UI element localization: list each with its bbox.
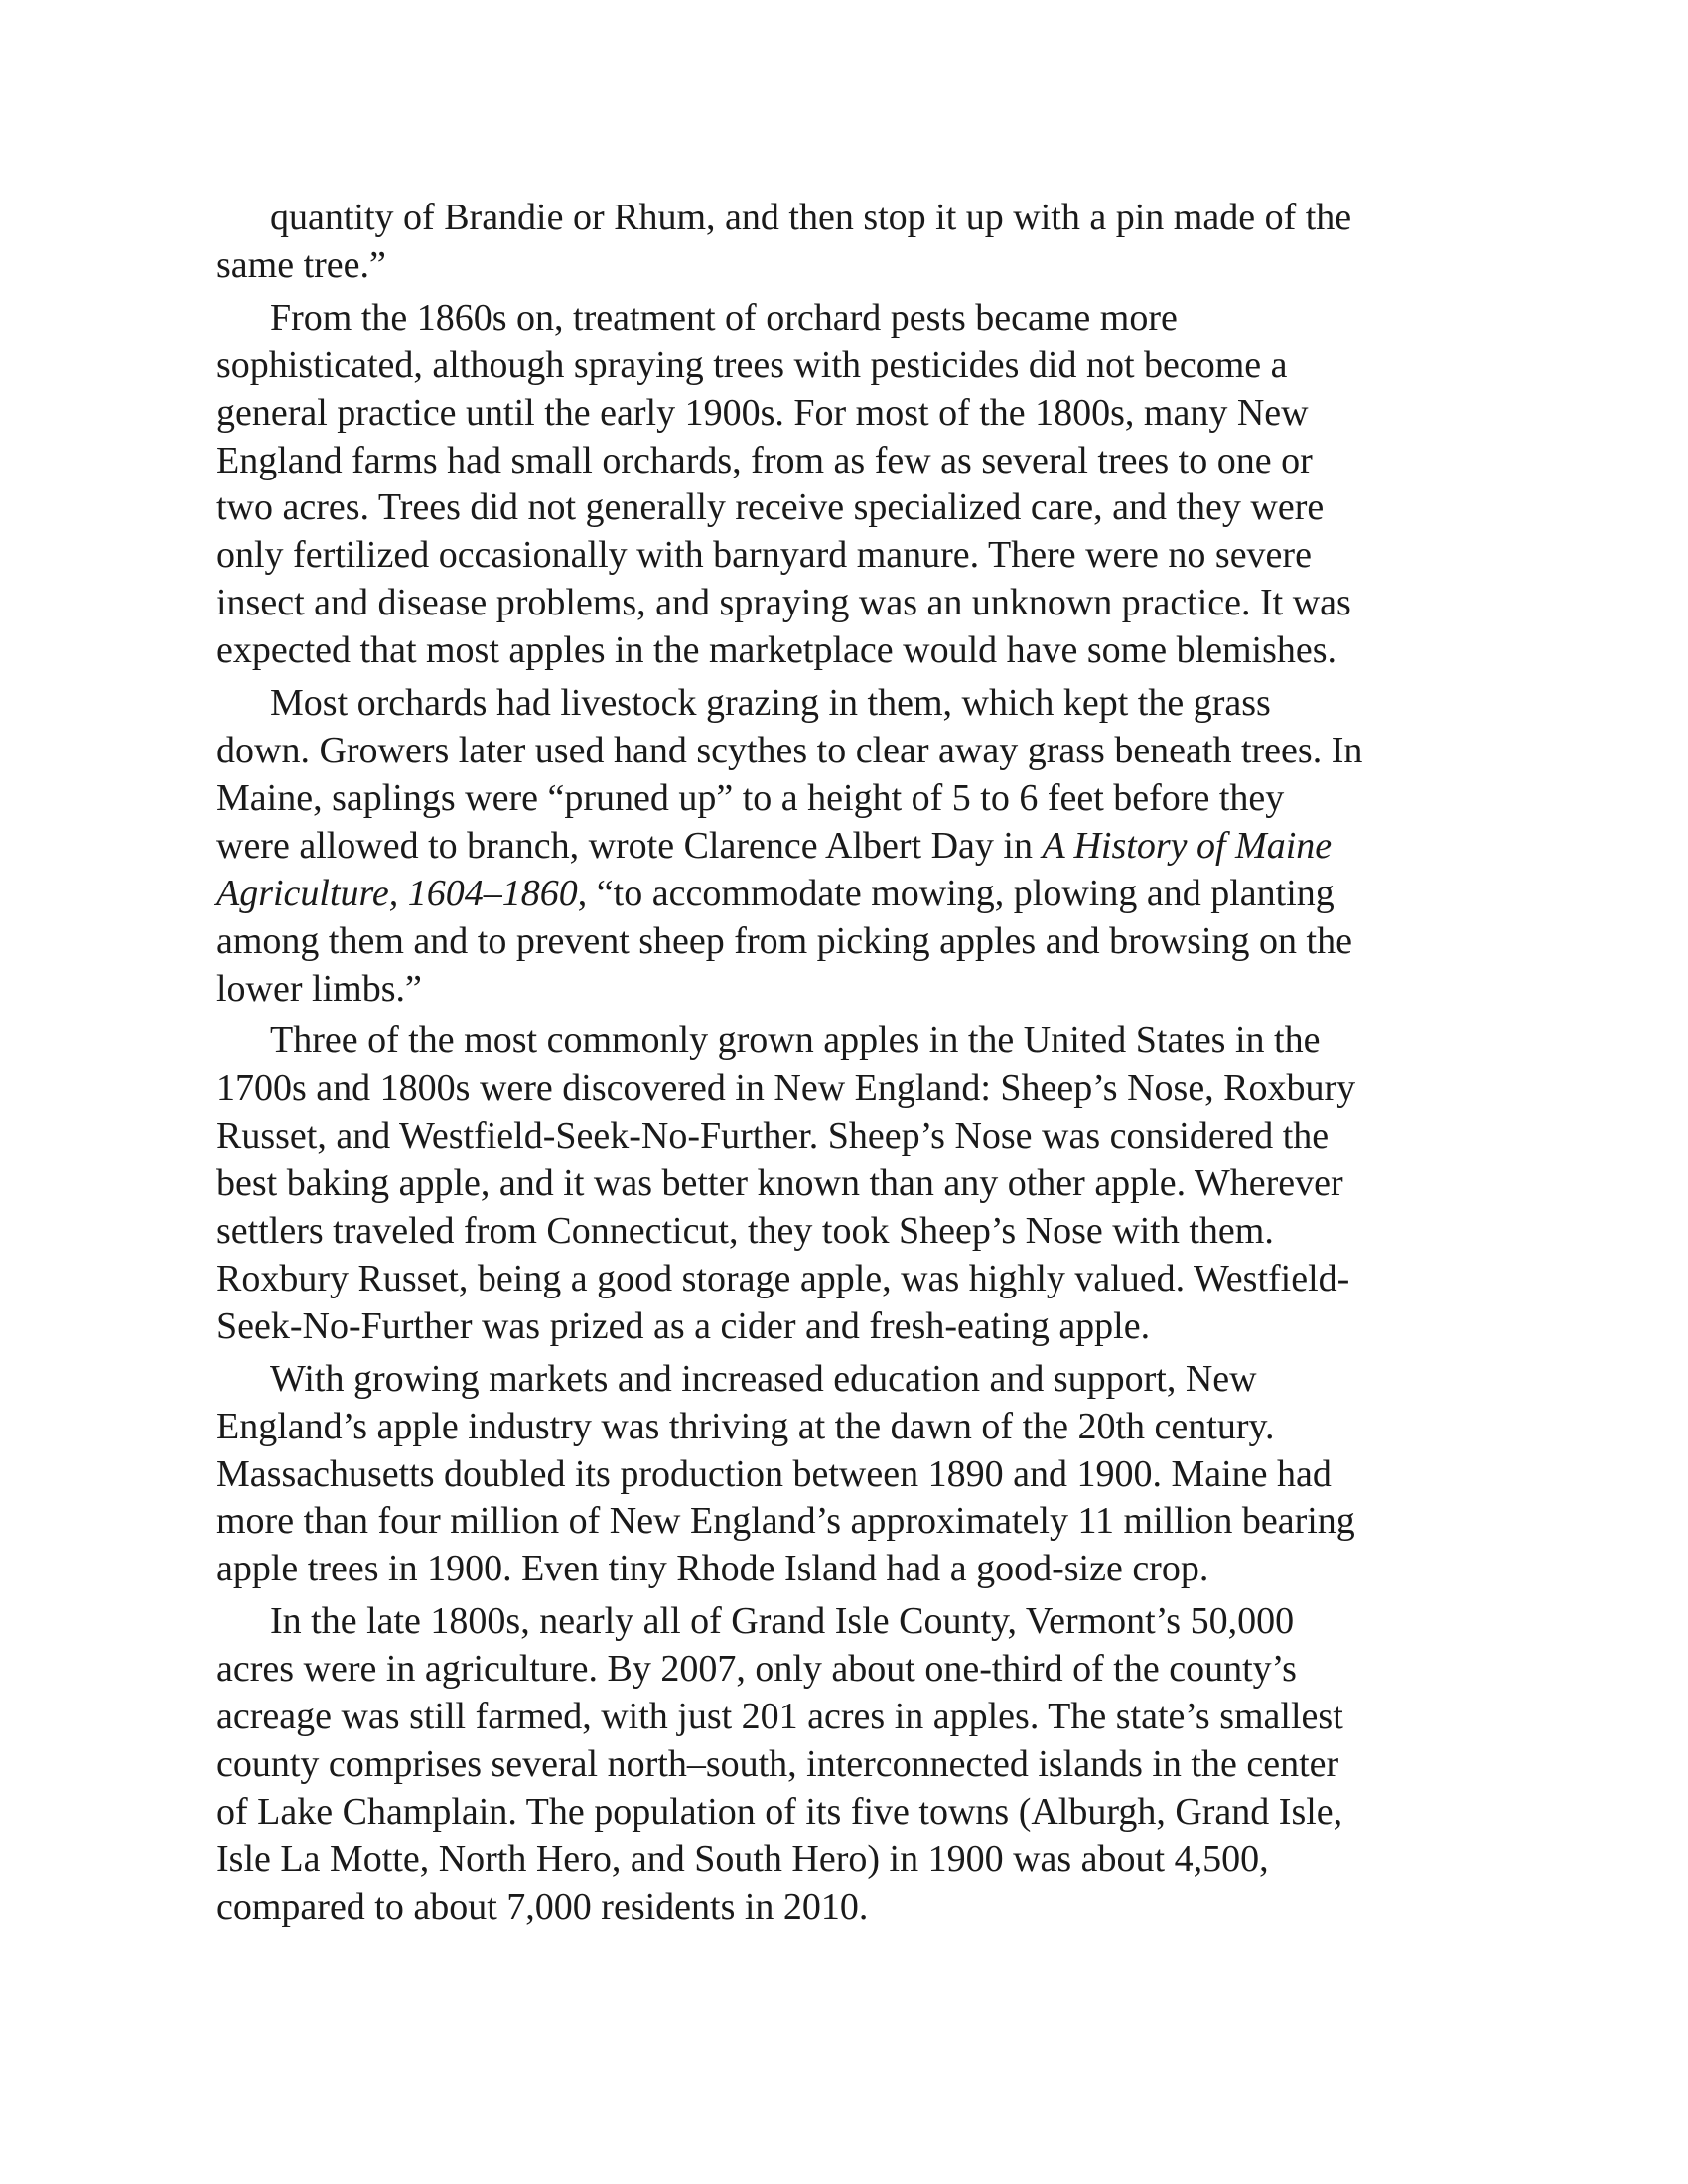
text-segment: among them and to prevent sheep from picking apples and browsing on the [216, 919, 1352, 962]
text-line [216, 918, 1473, 966]
text-segment: apple trees in 1900. Even tiny Rhode Island had a good-size crop. [216, 1548, 1209, 1590]
paragraph [216, 1018, 1473, 1350]
text-segment: two acres. Trees did not generally receive specialized care, and they were [216, 486, 1325, 529]
text-segment: sophisticated, although spraying trees with pesticides did not become a [216, 343, 1288, 386]
text-segment: of Lake Champlain. The population of its five towns (Alburgh, Grand Isle, [216, 1790, 1343, 1833]
text-segment: Seek-No-Further was prized as a cider and fresh-eating apple. [216, 1304, 1151, 1347]
text-segment: England’s apple industry was thriving at the dawn of the 20th century. [216, 1405, 1275, 1447]
text-segment: general practice until the early 1900s. For most of the 1800s, many New [216, 391, 1309, 434]
text-line [216, 1694, 1473, 1741]
text-line [216, 1598, 1473, 1646]
text-line [216, 823, 1473, 871]
text-segment: insect and disease problems, and spraying was an unknown practice. It was [216, 582, 1351, 624]
text-segment: With growing markets and increased education and support, New [270, 1357, 1257, 1400]
text-segment: were allowed to branch, wrote Clarence Albert Day in [216, 824, 1043, 867]
text-line [216, 1256, 1473, 1303]
text-segment: , “to accommodate mowing, plowing and planting [577, 872, 1335, 914]
text-line [216, 1884, 1473, 1932]
text-line [216, 728, 1473, 775]
text-line [216, 1646, 1473, 1694]
text-line [216, 1451, 1473, 1499]
text-segment: down. Growers later used hand scythes to clear away grass beneath trees. In [216, 729, 1363, 771]
text-line [216, 1741, 1473, 1789]
text-segment: Isle La Motte, North Hero, and South Hero) in 1900 was about 4,500, [216, 1838, 1269, 1880]
text-line [216, 1208, 1473, 1256]
text-segment: same tree.” [216, 243, 386, 286]
text-segment: Russet, and Westfield-Seek-No-Further. Sheep’s Nose was considered the [216, 1115, 1330, 1158]
text-line [216, 295, 1473, 342]
text-line [216, 1160, 1473, 1208]
text-segment: settlers traveled from Connecticut, they took Sheep’s Nose with them. [216, 1210, 1274, 1253]
text-segment: best baking apple, and it was better known than any other apple. Wherever [216, 1162, 1343, 1205]
text-segment: England farms had small orchards, from as few as several trees to one or [216, 439, 1313, 481]
text-segment: compared to about 7,000 residents in 2010. [216, 1885, 869, 1928]
text-line [216, 1356, 1473, 1404]
text-line [216, 1546, 1473, 1593]
text-segment: quantity of Brandie or Rhum, and then stop it up with a pin made of the [270, 197, 1352, 238]
text-line [216, 580, 1473, 627]
italic-title: A History of Maine [1042, 824, 1333, 867]
text-segment: county comprises several north–south, interconnected islands in the center [216, 1743, 1339, 1785]
text-segment: From the 1860s on, treatment of orchard pests became more [270, 296, 1178, 339]
text-line [216, 1018, 1473, 1065]
body-text [216, 195, 1473, 1937]
text-line [216, 1303, 1473, 1351]
text-line [216, 775, 1473, 823]
paragraph [216, 1356, 1473, 1594]
text-segment: Maine, saplings were “pruned up” to a height of 5 to 6 feet before they [216, 776, 1285, 819]
paragraph [216, 680, 1473, 1013]
paragraph [216, 295, 1473, 675]
text-segment: In the late 1800s, nearly all of Grand Isle County, Vermont’s 50,000 [270, 1600, 1295, 1643]
text-line [216, 532, 1473, 580]
text-segment: lower limbs.” [216, 967, 422, 1010]
text-line [216, 871, 1473, 918]
text-line [216, 390, 1473, 438]
text-line [216, 1065, 1473, 1113]
paragraph [216, 195, 1473, 290]
text-line [216, 195, 1473, 242]
text-segment: Massachusetts doubled its production between 1890 and 1900. Maine had [216, 1452, 1332, 1495]
text-segment: 1700s and 1800s were discovered in New England: Sheep’s Nose, Roxbury [216, 1067, 1356, 1110]
text-segment: Most orchards had livestock grazing in them, which kept the grass [270, 682, 1271, 725]
text-line [216, 1404, 1473, 1451]
text-line [216, 1789, 1473, 1837]
text-line [216, 1113, 1473, 1160]
text-line [216, 342, 1473, 390]
text-segment: only fertilized occasionally with barnyard manure. There were no severe [216, 534, 1312, 577]
text-segment: expected that most apples in the marketplace would have some blemishes. [216, 629, 1337, 672]
text-segment: acres were in agriculture. By 2007, only about one-third of the county’s [216, 1648, 1297, 1691]
text-line [216, 680, 1473, 728]
text-line [216, 966, 1473, 1014]
text-line [216, 1498, 1473, 1546]
text-line [216, 242, 1473, 290]
text-line [216, 627, 1473, 675]
text-line [216, 1837, 1473, 1884]
text-line [216, 438, 1473, 485]
text-segment: acreage was still farmed, with just 201 acres in apples. The state’s smallest [216, 1696, 1343, 1738]
text-segment: Three of the most commonly grown apples in the United States in the [270, 1020, 1321, 1062]
paragraph [216, 1598, 1473, 1931]
text-segment: Roxbury Russet, being a good storage apple, was highly valued. Westfield- [216, 1257, 1350, 1299]
text-segment: more than four million of New England’s approximately 11 million bearing [216, 1500, 1355, 1543]
italic-title: Agriculture, 1604–1860 [216, 872, 578, 914]
text-line [216, 484, 1473, 532]
